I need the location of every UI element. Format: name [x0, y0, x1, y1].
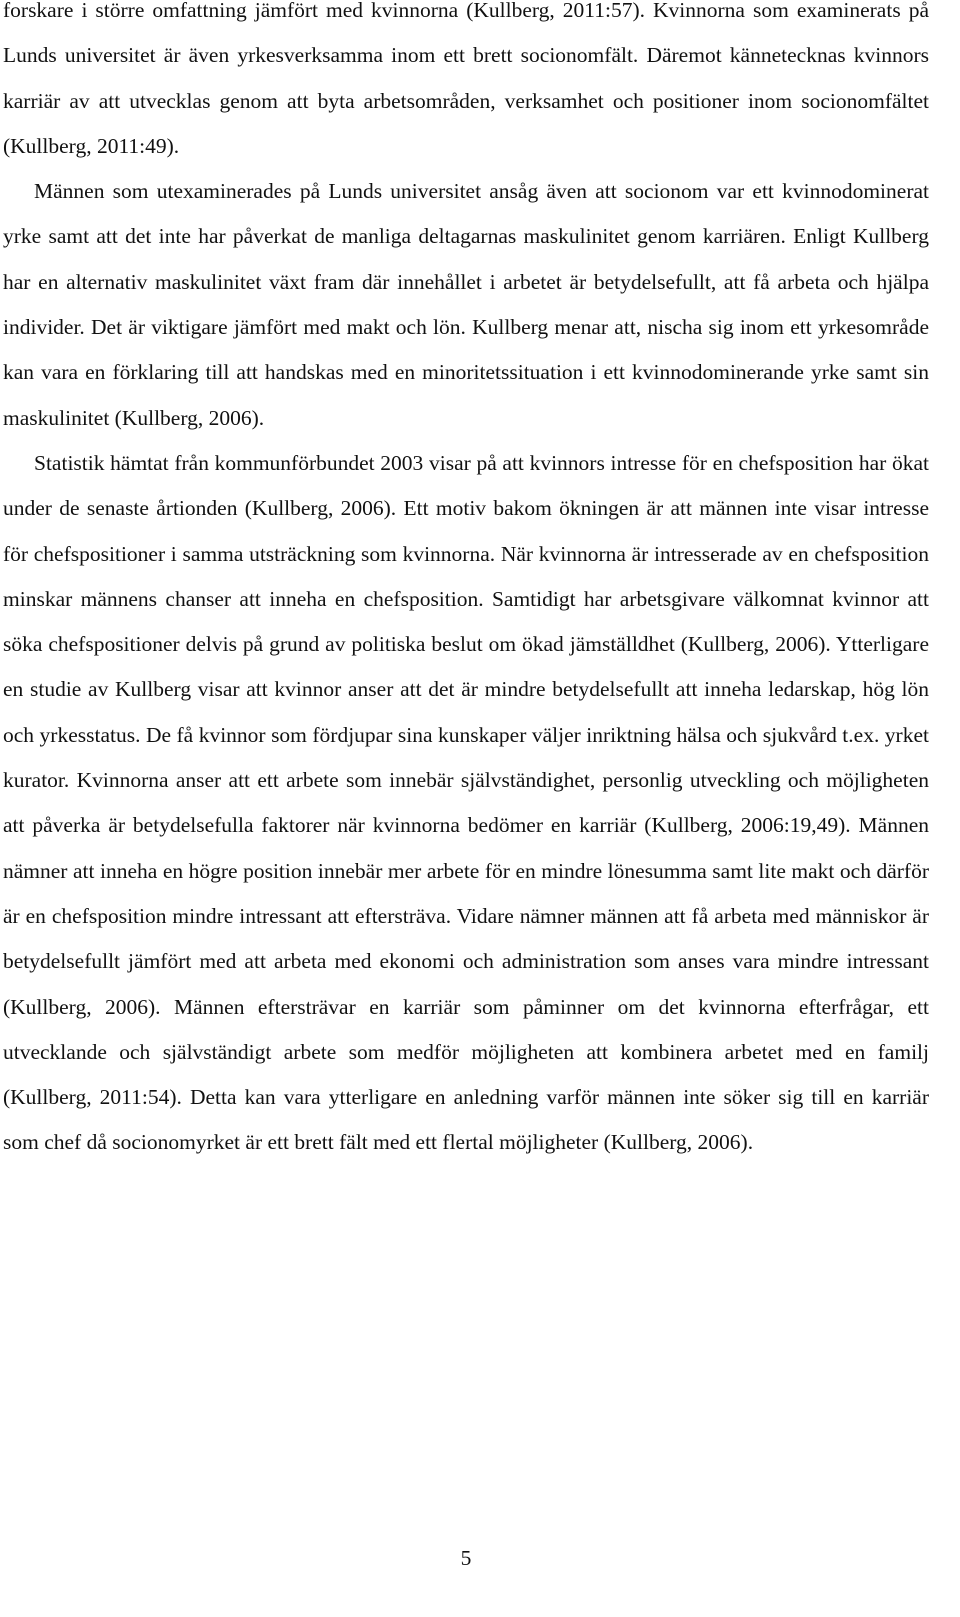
page-number: 5: [460, 1546, 472, 1570]
paragraph-statistics: Statistik hämtat från kommunförbundet 2003 visar på att kvinnors intresse för en chefsposition har ökat under de senaste årtionden (Kullberg, 2006). Ett motiv bakom ökningen är att männen inte visar intresse för chefspositioner i samma utsträckning som kvinnorna. När kvinnorna är intresserade av en chefsposition minskar männens chanser att inneha en chefsposition. Samtidigt har arbetsgivare välkomnat kvinnor att söka chefspositioner delvis på grund av politiska beslut om ökad jämställdhet (Kullberg, 2006). Ytterligare en studie av Kullberg visar att kvinnor anser att det är mindre betydelsefullt att inneha ledarskap, hög lön och yrkesstatus. De få kvinnor som fördjupar sina kunskaper väljer inriktning hälsa och sjukvård t.ex. yrket kurator. Kvinnorna anser att ett arbete som innebär självständighet, personlig utveckling och möjligheten att påverka är betydelsefulla faktorer när kvinnorna bedömer en karriär (Kullberg, 2006:19,49). Männen nämner att inneha en högre position innebär mer arbete för en mindre lönesumma samt lite makt och därför är en chefsposition mindre intressant att eftersträva. Vidare nämner männen att få arbeta med människor är betydelsefullt jämfört med att arbeta med ekonomi och administration som anses vara mindre intressant (Kullberg, 2006). Männen eftersträvar en karriär som påminner om det kvinnorna efterfrågar, ett utvecklande och självständigt arbete som medför möjligheten att kombinera arbetet med en familj (Kullberg, 2011:54). Detta kan vara ytterligare en anledning varför männen inte söker sig till en karriär som chef då socionomyrket är ett brett fält med ett flertal möjligheter (Kullberg, 2006).: [3, 450, 929, 1155]
paragraph-men-lund: Männen som utexaminerades på Lunds universitet ansåg även att socionom var ett kvinnodominerat yrke samt att det inte har påverkat de manliga deltagarnas maskulinitet genom karriären. Enligt Kullberg har en alternativ maskulinitet växt fram där innehållet i arbetet är betydelsefullt, att få arbeta och hjälpa individer. Det är viktigare jämfört med makt och lön. Kullberg menar att, nischa sig inom ett yrkesområde kan vara en förklaring till att handskas med en minoritetssituation i ett kvinnodominerande yrke samt sin maskulinitet (Kullberg, 2006).: [3, 179, 929, 430]
paragraph-continuation: forskare i större omfattning jämfört med kvinnorna (Kullberg, 2011:57). Kvinnorna som examinerats på Lunds universitet är även yrkesverksamma inom ett brett socionomfält. Däremot kännetecknas kvinnors karriär av att utvecklas genom att byta arbetsområden, verksamhet och positioner inom socionomfältet (Kullberg, 2011:49).: [3, 0, 929, 158]
document-page: [3, 0, 929, 1166]
